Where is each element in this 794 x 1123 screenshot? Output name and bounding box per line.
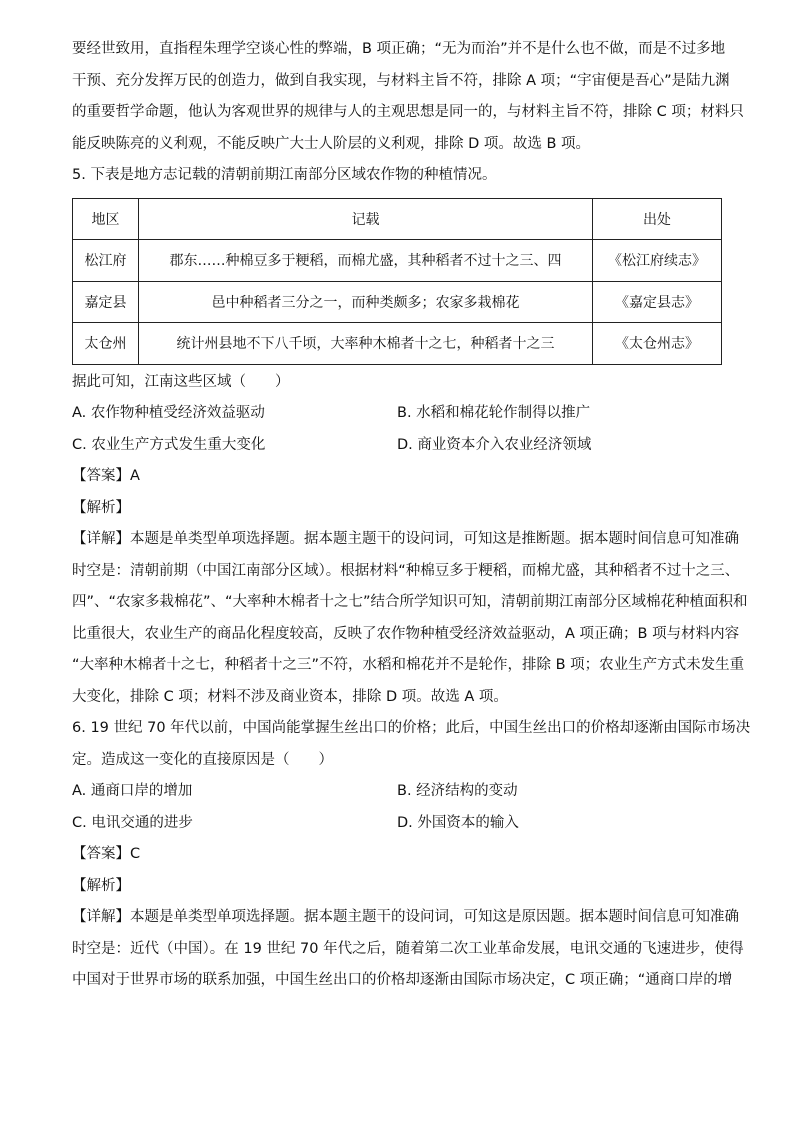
option-b: B. 水稻和棉花轮作制得以推广: [397, 405, 591, 421]
table-cell: 统计州县地不下八千顷，大率种木棉者十之七，种稻者十之三: [139, 323, 593, 365]
option-d: D. 商业资本介入农业经济领域: [397, 436, 592, 453]
q5-analysis-tag: 【解析】: [72, 499, 130, 516]
q5-stem: 5. 下表是地方志记载的清朝前期江南部分区域农作物的种植情况。: [72, 167, 497, 183]
table-cell: 邑中种稻者三分之一，而种类颇多；农家多栽棉花: [139, 281, 593, 323]
text-line: 四”、“农家多栽棉花”、“大率种木棉者十之七”结合所学知识可知，清朝前期江南部分区域棉花种植面积和: [72, 594, 748, 610]
q6-detail: [72, 902, 744, 997]
text-line: 时空是：近代（中国）。在 19 世纪 70 年代之后，随着第二次工业革命发展，电讯交通的飞速进步，使得: [72, 940, 744, 957]
table-cell: 《松江府续志》: [593, 240, 722, 282]
q5-options-row-2: [72, 430, 722, 462]
option-d: D. 外国资本的输入: [397, 814, 519, 831]
text-line: 【详解】本题是单类型单项选择题。据本题主题干的设问词，可知这是推断题。据本题时间信息可知准确: [72, 531, 739, 547]
table-cell: 《嘉定县志》: [593, 281, 722, 323]
table-cell: 松江府: [73, 240, 139, 282]
table-row: [73, 281, 722, 323]
text-line: 时空是：清朝前期（中国江南部分区域）。根据材料“种棉豆多于粳稻，而棉尤盛，其种稻者不过十之三、: [72, 562, 740, 579]
table-cell: 《太仓州志》: [593, 323, 722, 365]
q5-answer: 【答案】A: [72, 468, 140, 484]
q6-answer: 【答案】C: [72, 846, 141, 862]
page-content: [72, 0, 751, 997]
q4-analysis-continued: [72, 34, 744, 160]
text-line: 定。造成这一变化的直接原因是（ ）: [72, 751, 333, 768]
text-line: 中国对于世界市场的联系加强，中国生丝出口的价格却逐渐由国际市场决定，C 项正确；“通商口岸的增: [72, 972, 733, 988]
text-line: 能反映陈亮的义利观，不能反映广大士人阶层的义利观，排除 D 项。故选 B 项。: [72, 135, 591, 152]
q5-table: [72, 198, 722, 365]
text-line: 要经世致用，直指程朱理学空谈心性的弊端，B 项正确；“无为而治”并不是什么也不做，而是不过多地: [72, 41, 726, 57]
table-header-cell: 记载: [139, 198, 593, 240]
text-line: “大率种木棉者十之七，种稻者十之三”不符，水稻和棉花并不是轮作，排除 B 项；农业生产方式未发生重: [72, 657, 745, 673]
text-line: 的重要哲学命题，他认为客观世界的规律与人的主观思想是同一的，与材料主旨不符，排除 C 项；材料只: [72, 104, 744, 120]
q6-options-row-1: [72, 776, 722, 808]
table-row: [73, 240, 722, 282]
text-line: 6. 19 世纪 70 年代以前，中国尚能掌握生丝出口的价格；此后，中国生丝出口的价格却逐渐由国际市场决: [72, 720, 751, 736]
option-c: C. 电讯交通的进步: [72, 814, 193, 831]
q5-question: 据此可知，江南这些区域（ ）: [72, 373, 290, 390]
option-b: B. 经济结构的变动: [397, 783, 518, 799]
text-line: 比重很大，农业生产的商品化程度较高，反映了农作物种植受经济效益驱动，A 项正确；B 项与材料内容: [72, 625, 740, 642]
table-header-cell: 地区: [73, 198, 139, 240]
q6-stem: [72, 713, 751, 776]
table-cell: 嘉定县: [73, 281, 139, 323]
table-cell: 郡东……种棉豆多于粳稻，而棉尤盛，其种稻者不过十之三、四: [139, 240, 593, 282]
option-a: A. 农作物种植受经济效益驱动: [72, 405, 265, 421]
table-header-cell: 出处: [593, 198, 722, 240]
table-header-row: [73, 198, 722, 240]
option-a: A. 通商口岸的增加: [72, 783, 193, 799]
option-c: C. 农业生产方式发生重大变化: [72, 436, 266, 453]
text-line: 【详解】本题是单类型单项选择题。据本题主题干的设问词，可知这是原因题。据本题时间信息可知准确: [72, 909, 739, 925]
q5-detail: [72, 524, 748, 713]
q6-analysis-tag: 【解析】: [72, 877, 130, 894]
text-line: 大变化，排除 C 项；材料不涉及商业资本，排除 D 项。故选 A 项。: [72, 688, 508, 705]
table-row: [73, 323, 722, 365]
text-line: 干预、充分发挥万民的创造力，做到自我实现，与材料主旨不符，排除 A 项；“宇宙便是吾心”是陆九渊: [72, 72, 730, 89]
q5-options-row-1: [72, 398, 722, 430]
table-cell: 太仓州: [73, 323, 139, 365]
q6-options-row-2: [72, 808, 722, 840]
